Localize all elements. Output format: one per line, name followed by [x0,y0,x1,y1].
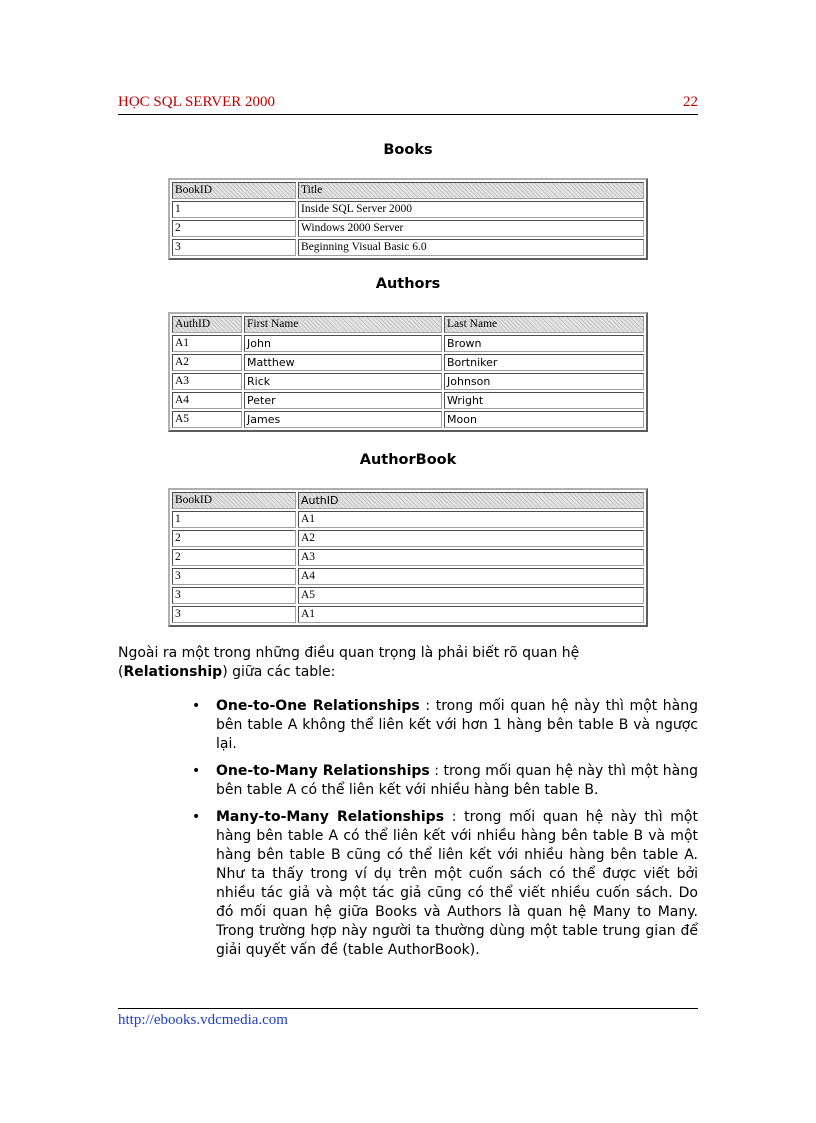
books-table [168,178,648,260]
books-caption: Books [383,142,433,158]
table-cell: Brown [444,335,644,352]
table-cell: Bortniker [444,354,644,371]
table-row [172,335,644,352]
table-row [172,530,644,547]
list-item [192,808,698,960]
table-cell: John [244,335,442,352]
table-cell: 1 [172,201,296,218]
intro-paragraph [118,644,698,682]
table-cell: A3 [298,549,644,566]
table-cell: A3 [172,373,242,390]
relationship-term: Many-to-Many Relationships [216,809,445,825]
table-cell: A2 [298,530,644,547]
intro-open-paren: ( [118,664,124,680]
footer-link[interactable]: http://ebooks.vdcmedia.com [118,1012,288,1028]
table-row [172,239,644,256]
table-row [172,392,644,409]
table-cell: 3 [172,606,296,623]
header-title: HỌC SQL SERVER 2000 [118,94,276,110]
table-cell: A1 [172,335,242,352]
table-row [172,606,644,623]
column-header: Title [298,182,644,199]
table-cell: 3 [172,587,296,604]
table-row [172,587,644,604]
intro-bold-term: Relationship [123,664,223,680]
table-cell: 2 [172,220,296,237]
bullet-icon: • [192,763,201,779]
column-header: Last Name [444,316,644,333]
table-row [172,201,644,218]
intro-line [118,663,698,682]
table-cell: Moon [444,411,644,428]
column-header: First Name [244,316,442,333]
table-cell: Peter [244,392,442,409]
table-cell: A5 [172,411,242,428]
table-row [172,511,644,528]
table-cell: Matthew [244,354,442,371]
list-item [192,762,698,800]
intro-rest: ) giữa các table: [222,664,336,680]
relationships-list [192,697,699,968]
table-row [172,354,644,371]
table-cell: Windows 2000 Server [298,220,644,237]
table-cell: Johnson [444,373,644,390]
table-cell: 2 [172,530,296,547]
authorbook-caption: AuthorBook [359,452,457,468]
relationship-term: One-to-Many Relationships [216,763,430,779]
table-cell: Inside SQL Server 2000 [298,201,644,218]
table-row [172,568,644,585]
table-cell: A4 [172,392,242,409]
relationship-term: One-to-One Relationships [216,698,420,714]
table-cell: A2 [172,354,242,371]
table-cell: 1 [172,511,296,528]
table-row [172,411,644,428]
table-row [172,549,644,566]
column-header: AuthID [172,316,242,333]
table-header-row [172,182,644,199]
table-cell: 2 [172,549,296,566]
relationship-desc: : trong mối quan hệ này thì một hàng bên table A có thể liên kết với nhiều hàng bên table B và một hàng bên table B cũng có thể liên kết với nhiều hàng bên table A. Như ta thấy trong ví dụ trên một cuốn sách có thể được viết bởi nhiều tác giả và một tác giả cũng có thể viết nhiều cuốn sách. Do đó mối quan hệ giữa Books và Authors là quan hệ Many to Many. Trong trường hợp này người ta thường dùng một table trung gian để giải quyết vấn đề (table AuthorBook). [216,809,698,958]
table-cell: 3 [172,568,296,585]
relationship-desc: : trong mối quan hệ này thì một hàng bên table A có thể liên kết với nhiều hàng bên table B. [216,763,698,798]
table-cell: Wright [444,392,644,409]
table-cell: 3 [172,239,296,256]
table-cell: A4 [298,568,644,585]
table-header-row [172,316,644,333]
table-header-row [172,492,644,509]
list-item [192,697,699,754]
table-cell: Rick [244,373,442,390]
table-cell: A5 [298,587,644,604]
page-number: 22 [683,94,698,110]
bullet-icon: • [192,809,201,825]
page-header [118,94,698,115]
column-header: BookID [172,492,296,509]
authors-table [168,312,648,432]
table-cell: A1 [298,511,644,528]
table-row [172,220,644,237]
intro-line: Ngoài ra một trong những điều quan trọng là phải biết rõ quan hệ [118,645,580,661]
footer-divider [118,1008,698,1009]
authorbook-table [168,488,648,627]
table-cell: A1 [298,606,644,623]
table-cell: James [244,411,442,428]
column-header: AuthID [298,492,644,509]
table-row [172,373,644,390]
table-cell: Beginning Visual Basic 6.0 [298,239,644,256]
column-header: BookID [172,182,296,199]
bullet-icon: • [192,698,201,714]
authors-caption: Authors [375,276,441,292]
relationship-desc: : trong mối quan hệ này thì một hàng bên table A không thể liên kết với hơn 1 hàng bên table B và ngược lại. [216,698,699,752]
